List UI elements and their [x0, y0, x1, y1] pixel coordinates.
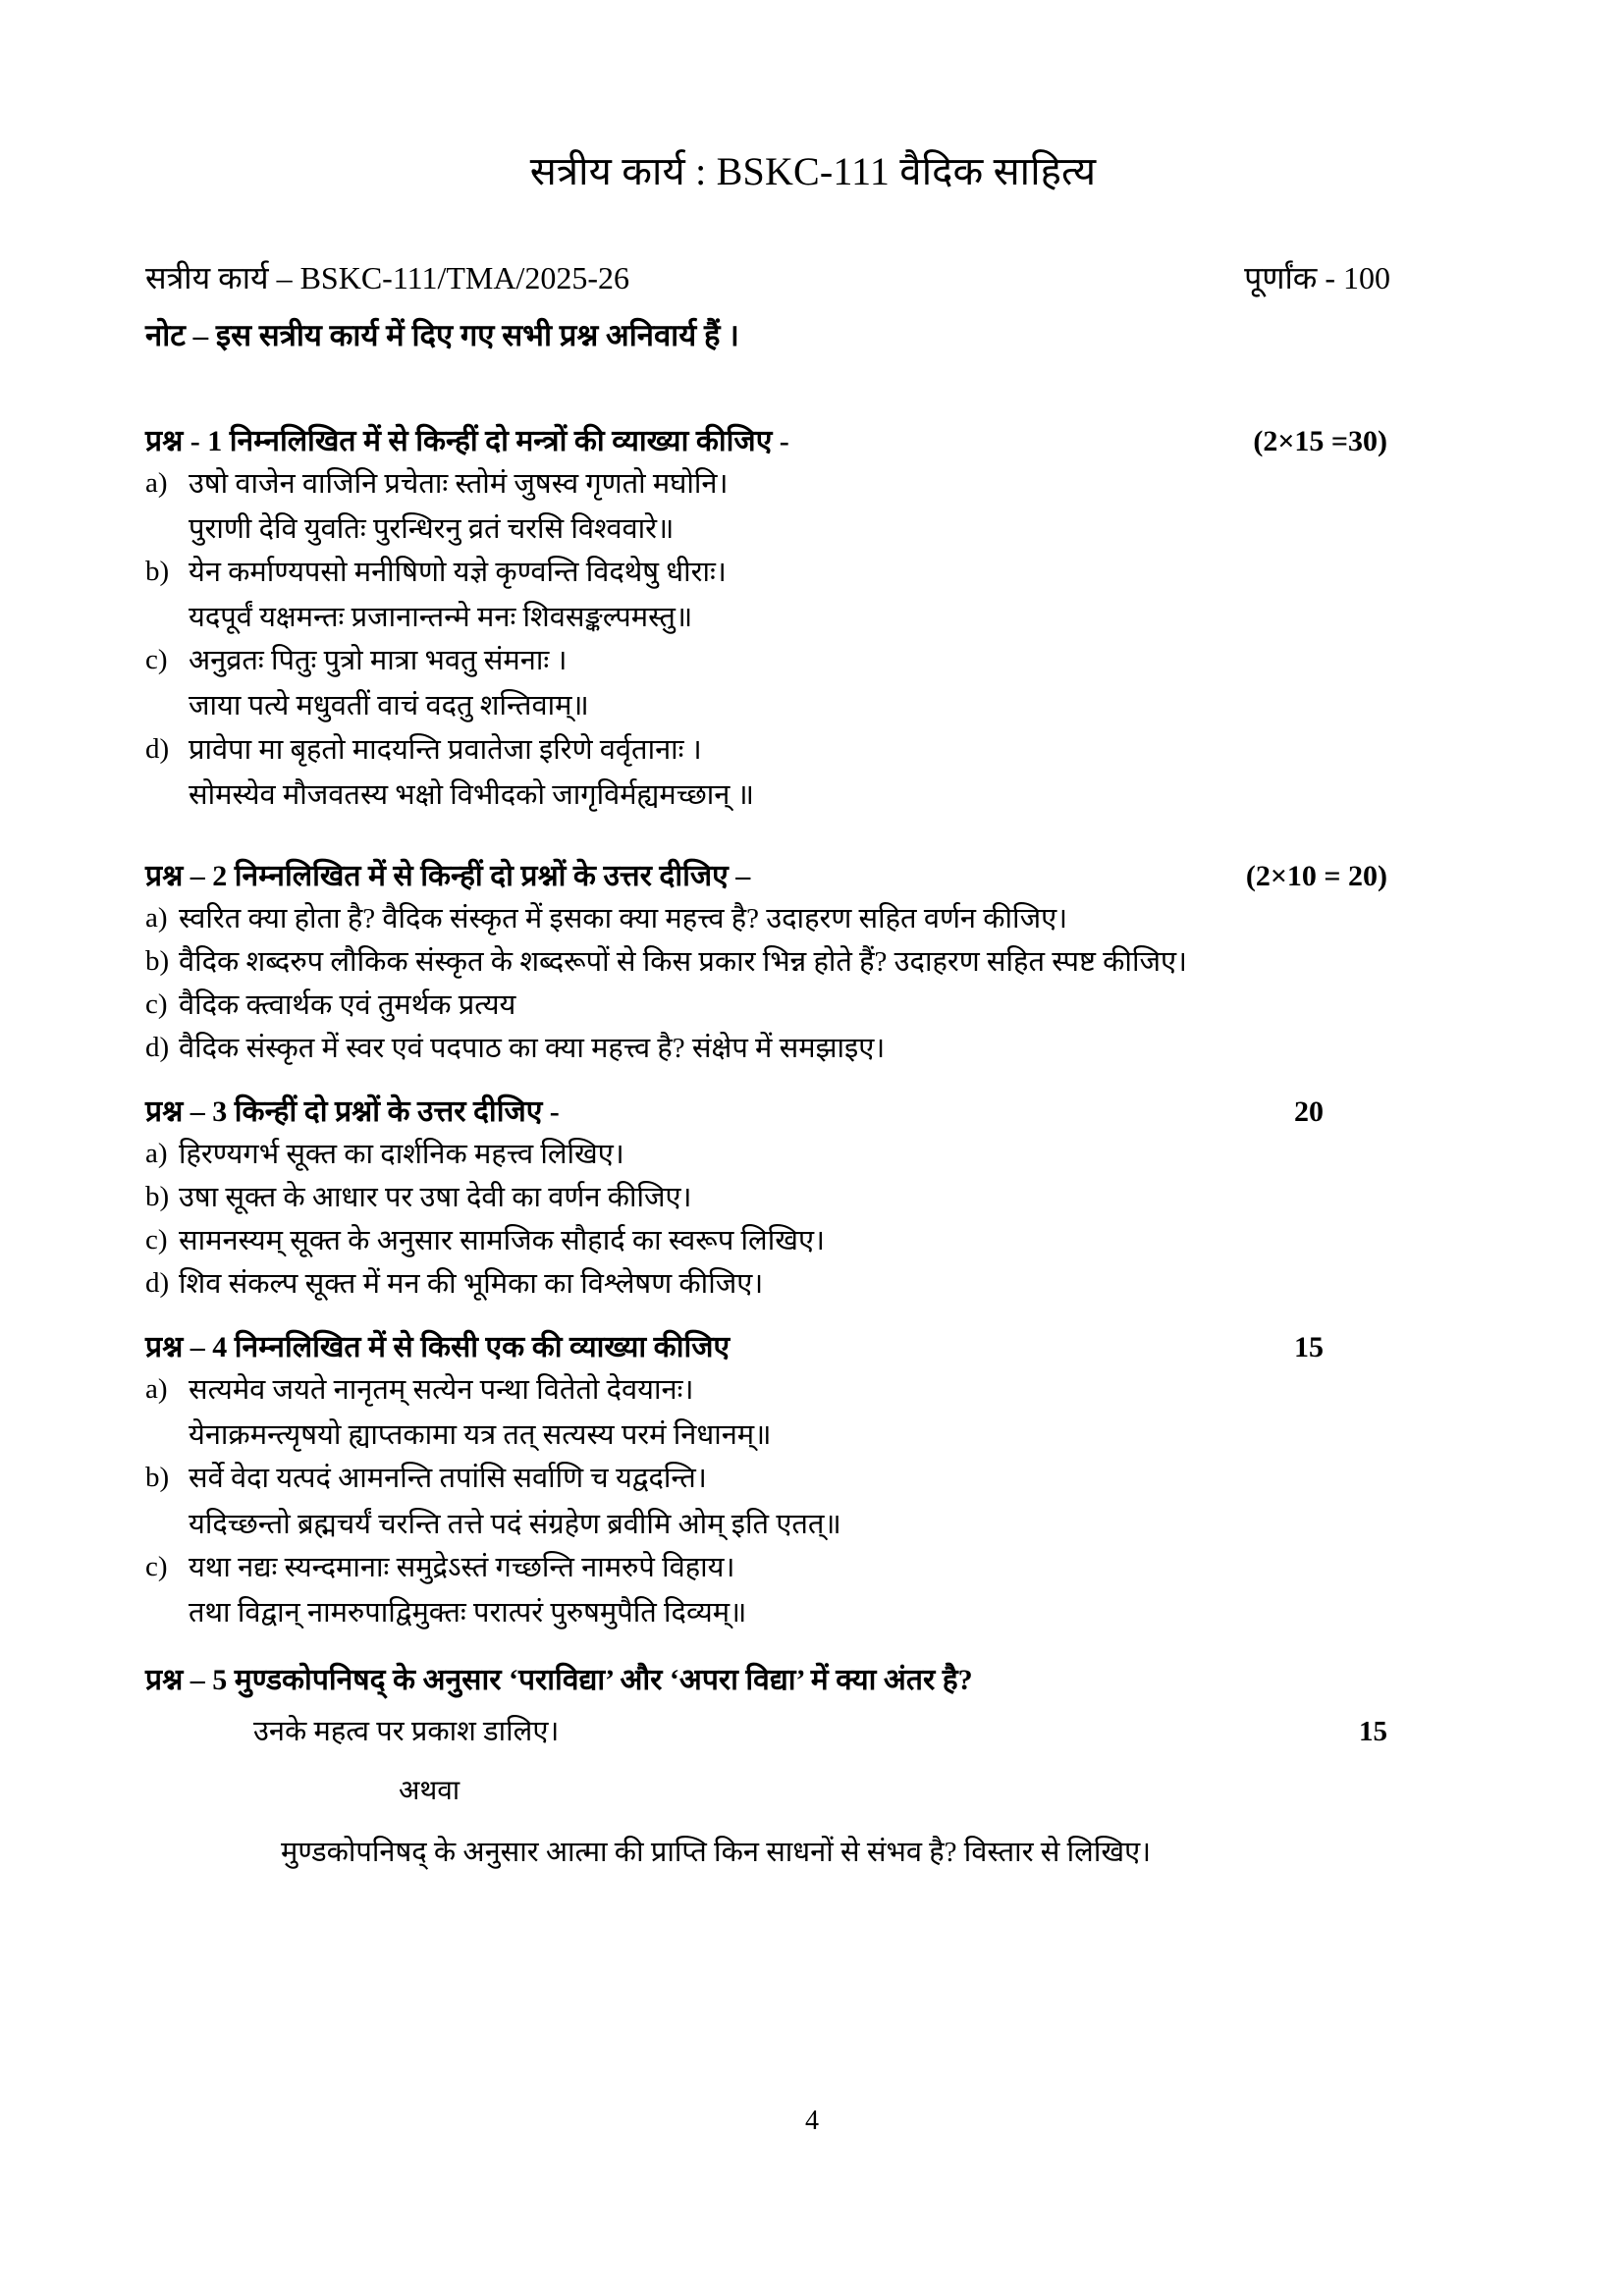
question-1-title: प्रश्न - 1 निम्नलिखित में से किन्हीं दो मन्त्रों की व्याख्या कीजिए -: [145, 425, 789, 458]
item-marker: b): [145, 556, 170, 588]
question-3-title: प्रश्न – 3 किन्हीं दो प्रश्नों के उत्तर दीजिए -: [145, 1095, 560, 1128]
item-line: येन कर्माण्यपसो मनीषिणो यज्ञे कृण्वन्ति विदथेषु धीराः।: [189, 557, 727, 589]
item-text: [189, 639, 1481, 727]
item-text: [189, 728, 1481, 817]
item-marker: c): [145, 644, 168, 676]
item-line: येनाक्रमन्त्यृषयो ह्याप्तकामा यत्र तत् सत्यस्य परमं निधानम्॥: [189, 1419, 772, 1452]
list-item: [145, 1133, 1481, 1176]
list-item: [145, 1027, 1481, 1070]
list-item: [145, 1546, 1481, 1634]
item-line: सामनस्यम् सूक्त के अनुसार सामजिक सौहार्द का स्वरूप लिखिए।: [179, 1225, 825, 1257]
item-text: [189, 462, 1481, 551]
item-marker: b): [145, 944, 170, 977]
page-title: सत्रीय कार्य : BSKC-111 वैदिक साहित्य: [529, 149, 1097, 193]
item-line: शिव संकल्प सूक्त में मन की भूमिका का विश्लेषण कीजिए।: [179, 1268, 764, 1301]
page-content: [145, 0, 1481, 1875]
item-text: [179, 897, 1481, 940]
item-marker: d): [145, 1031, 170, 1063]
item-line: यथा नद्यः स्यन्दमानाः समुद्रेऽस्तं गच्छन्ति नामरुपे विहाय।: [189, 1551, 735, 1583]
item-text: [189, 1457, 1481, 1545]
item-marker: b): [145, 1462, 170, 1494]
item-text: [189, 551, 1481, 639]
item-line: अनुव्रतः पितुः पुत्रो मात्रा भवतु संमनाः ।: [189, 645, 568, 677]
item-line: उषा सूक्त के आधार पर उषा देवी का वर्णन कीजिए।: [179, 1182, 692, 1214]
list-item: [145, 551, 1481, 639]
item-text: [179, 1219, 1481, 1262]
question-5-marks: 15: [1359, 1715, 1387, 1747]
question-4-marks: 15: [1294, 1331, 1324, 1364]
assignment-code: सत्रीय कार्य – BSKC-111/TMA/2025-26: [145, 260, 629, 295]
item-marker: a): [145, 467, 168, 500]
question-2-title: प्रश्न – 2 निम्नलिखित में से किन्हीं दो प्रश्नों के उत्तर दीजिए –: [145, 859, 751, 892]
question-2-marks: (2×10 = 20): [1245, 859, 1387, 892]
question-5-body: [145, 1711, 1481, 1875]
item-line: वैदिक क्त्वार्थक एवं तुमर्थक प्रत्यय: [179, 988, 516, 1021]
item-line: उषो वाजेन वाजिनि प्रचेताः स्तोमं जुषस्व गृणतो मघोनि।: [189, 468, 729, 501]
item-marker: d): [145, 732, 170, 765]
page-number: 4: [805, 2106, 819, 2136]
assignment-header: [145, 257, 1481, 299]
item-text: [189, 1368, 1481, 1457]
question-5-heading: [145, 1660, 1481, 1701]
question-5-title: प्रश्न – 5 मुण्डकोपनिषद् के अनुसार ‘पराविद्या’ और ‘अपरा विद्या’ में क्या अंतर है?: [145, 1663, 973, 1696]
question-block-4: [145, 1327, 1481, 1633]
list-item: [145, 728, 1481, 817]
item-line: जाया पत्ये मधुवतीं वाचं वदतु शन्तिवाम्॥: [189, 690, 589, 722]
item-marker: a): [145, 901, 168, 934]
item-text: [179, 1133, 1481, 1176]
question-4-title: प्रश्न – 4 निम्नलिखित में से किसी एक की व्याख्या कीजिए: [145, 1331, 731, 1364]
question-2-items: [145, 897, 1481, 1070]
item-text: [189, 1546, 1481, 1634]
item-line: हिरण्यगर्भ सूक्त का दार्शनिक महत्त्व लिखिए।: [179, 1138, 624, 1170]
question-block-1: [145, 421, 1481, 817]
item-text: [179, 940, 1481, 984]
question-block-3: [145, 1092, 1481, 1306]
item-line: तथा विद्वान् नामरुपाद्विमुक्तः परात्परं पुरुषमुपैति दिव्यम्॥: [189, 1596, 747, 1629]
question-1-items: [145, 462, 1481, 817]
list-item: [145, 1368, 1481, 1457]
item-text: [179, 984, 1481, 1027]
item-text: [179, 1176, 1481, 1219]
list-item: [145, 897, 1481, 940]
list-item: [145, 639, 1481, 727]
question-4-items: [145, 1368, 1481, 1633]
item-marker: c): [145, 1550, 168, 1582]
question-5-continuation: उनके महत्व पर प्रकाश डालिए।: [253, 1715, 560, 1747]
item-marker: c): [145, 988, 168, 1020]
list-item: [145, 1219, 1481, 1262]
question-5-alternative: मुण्डकोपनिषद् के अनुसार आत्मा की प्राप्ति किन साधनों से संभव है? विस्तार से लिखिए।: [281, 1837, 1152, 1869]
question-1-heading: [145, 421, 1481, 462]
item-line: यदपूर्वं यक्षमन्तः प्रजानान्तन्मे मनः शिवसङ्कल्पमस्तु॥: [189, 602, 693, 634]
item-marker: a): [145, 1137, 168, 1169]
total-marks: पूर्णांक - 100: [1244, 260, 1390, 295]
question-block-2: [145, 856, 1481, 1070]
question-2-heading: [145, 856, 1481, 897]
item-line: सर्वे वेदा यत्पदं आमनन्ति तपांसि सर्वाणि च यद्वदन्ति।: [189, 1463, 707, 1495]
item-marker: c): [145, 1224, 168, 1256]
item-line: वैदिक शब्दरुप लौकिक संस्कृत के शब्दरूपों से किस प्रकार भिन्न होते हैं? उदाहरण सहित स्पष्ट कीजिए।: [179, 945, 1188, 978]
list-item: [145, 1176, 1481, 1219]
question-block-5: [145, 1660, 1481, 1875]
question-3-marks: 20: [1294, 1095, 1324, 1128]
question-3-items: [145, 1133, 1481, 1306]
question-1-marks: (2×15 =30): [1253, 425, 1387, 458]
item-marker: b): [145, 1181, 170, 1213]
item-line: पुराणी देवि युवतिः पुरन्धिरनु व्रतं चरसि विश्ववारे॥: [189, 513, 675, 546]
item-line: वैदिक संस्कृत में स्वर एवं पदपाठ का क्या महत्त्व है? संक्षेप में समझाइए।: [179, 1032, 886, 1064]
question-3-heading: [145, 1092, 1481, 1133]
item-line: प्रावेपा मा बृहतो मादयन्ति प्रवातेजा इरिणे वर्वृतानाः ।: [189, 733, 702, 766]
list-item: [145, 1457, 1481, 1545]
list-item: [145, 940, 1481, 984]
item-text: [179, 1262, 1481, 1306]
or-separator: अथवा: [399, 1776, 460, 1807]
list-item: [145, 1262, 1481, 1306]
item-marker: d): [145, 1267, 170, 1300]
assignment-note: नोट – इस सत्रीय कार्य में दिए गए सभी प्रश्न अनिवार्य हैं ।: [145, 318, 739, 353]
item-line: स्वरित क्या होता है? वैदिक संस्कृत में इसका क्या महत्त्व है? उदाहरण सहित वर्णन कीजिए।: [179, 902, 1068, 934]
list-item: [145, 462, 1481, 551]
question-4-heading: [145, 1327, 1481, 1368]
item-marker: a): [145, 1373, 168, 1406]
item-line: सोमस्येव मौजवतस्य भक्षो विभीदको जागृविर्मह्यमच्छान् ॥: [189, 778, 754, 811]
item-line: यदिच्छन्तो ब्रह्मचर्यं चरन्ति तत्ते पदं संग्रहेण ब्रवीमि ओम् इति एतत्॥: [189, 1508, 841, 1540]
list-item: [145, 984, 1481, 1027]
question-5-continuation-row: [253, 1711, 1481, 1754]
item-line: सत्यमेव जयते नानृतम् सत्येन पन्था वितेतो देवयानः।: [189, 1374, 694, 1407]
item-text: [179, 1027, 1481, 1070]
